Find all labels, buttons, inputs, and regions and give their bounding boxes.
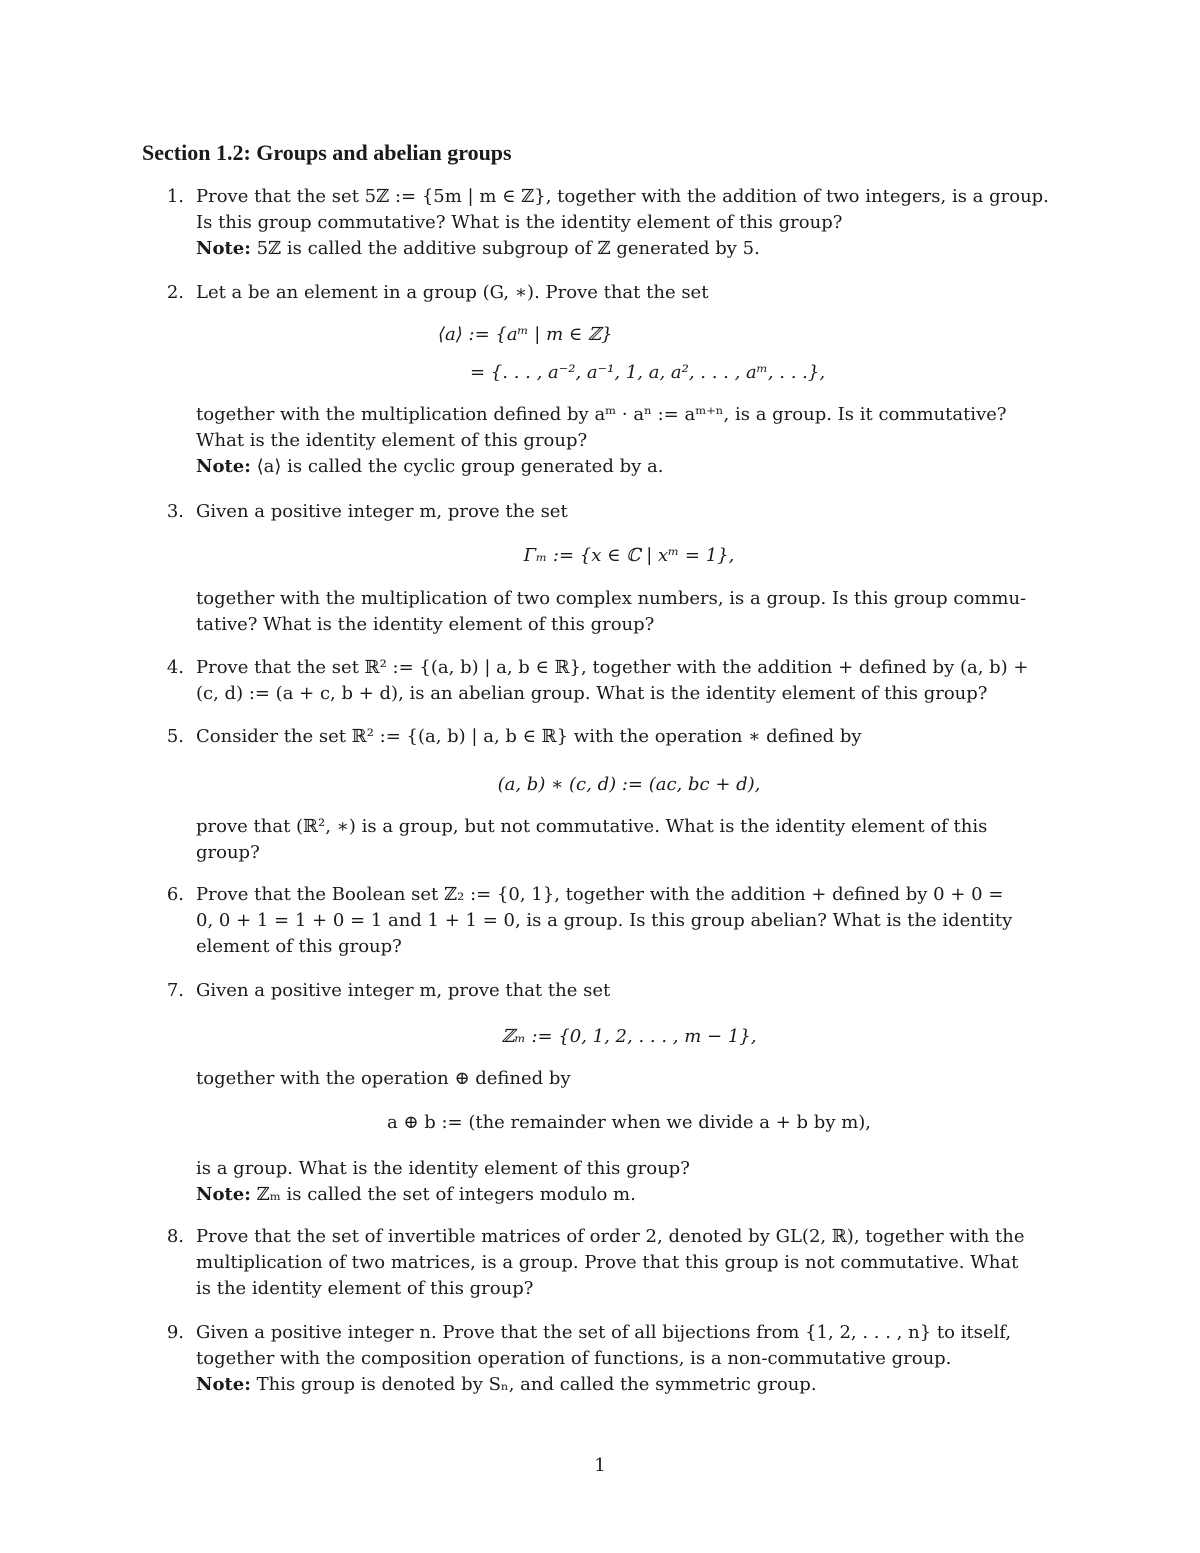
- item-body-continued: [196, 586, 1062, 638]
- text-line: Let a be an element in a group (G, ∗). Prove that the set: [196, 282, 709, 303]
- text-line: Prove that the set ℝ² := {(a, b) | a, b ∈ ℝ}, together with the addition + defined by (a, b) +: [196, 657, 1029, 678]
- page-number: 1: [594, 1455, 606, 1476]
- text-line: is a group. What is the identity element of this group?: [196, 1158, 690, 1179]
- text-line: Given a positive integer m, prove the set: [196, 501, 568, 522]
- item-body-continued: [196, 1156, 1062, 1208]
- item-body-continued: [196, 814, 1062, 866]
- note-line: [196, 1182, 1062, 1208]
- text-line: Consider the set ℝ² := {(a, b) | a, b ∈ ℝ} with the operation ∗ defined by: [196, 726, 862, 747]
- text-line: is the identity element of this group?: [196, 1278, 534, 1299]
- text-line: (c, d) := (a + c, b + d), is an abelian group. What is the identity element of this group?: [196, 683, 988, 704]
- text-line: 0, 0 + 1 = 1 + 0 = 1 and 1 + 1 = 0, is a group. Is this group abelian? What is the identity: [196, 910, 1013, 931]
- note-label: Note:: [196, 1374, 251, 1395]
- item-number: 4.: [166, 657, 184, 678]
- text-line: What is the identity element of this group?: [196, 430, 588, 451]
- item-body: [196, 882, 1062, 960]
- note-line: [196, 1372, 1062, 1398]
- item-body: [196, 184, 1062, 262]
- section-title: Section 1.2: Groups and abelian groups: [142, 140, 512, 165]
- item-body: [196, 655, 1062, 707]
- item-body: [196, 1320, 1062, 1398]
- text-line: tative? What is the identity element of this group?: [196, 614, 655, 635]
- item-number: 6.: [166, 884, 184, 905]
- note-line: [196, 454, 1062, 480]
- note-label: Note:: [196, 456, 251, 477]
- text-line: Prove that the set 5ℤ := {5m | m ∈ ℤ}, together with the addition of two integers, is a group.: [196, 186, 1049, 207]
- text-line: prove that (ℝ², ∗) is a group, but not commutative. What is the identity element of this: [196, 816, 988, 837]
- item-body: [196, 1224, 1062, 1302]
- item-number: 9.: [166, 1322, 184, 1343]
- display-equation: = {. . . , a⁻², a⁻¹, 1, a, a², . . . , aᵐ, . . .},: [470, 362, 826, 383]
- display-equation: ⟨a⟩ := {aᵐ | m ∈ ℤ}: [438, 324, 613, 345]
- text-line: Given a positive integer n. Prove that the set of all bijections from {1, 2, . . . , n} to itself,: [196, 1322, 1012, 1343]
- note-label: Note:: [196, 238, 251, 259]
- item-body-continued: [196, 402, 1062, 480]
- text-line: Prove that the set of invertible matrices of order 2, denoted by GL(2, ℝ), together with the: [196, 1226, 1025, 1247]
- note-text: ⟨a⟩ is called the cyclic group generated by a.: [256, 456, 664, 477]
- display-equation: Γₘ := {x ∈ ℂ | xᵐ = 1},: [523, 545, 735, 566]
- text-line: Prove that the Boolean set ℤ₂ := {0, 1}, together with the addition + defined by 0 + 0 =: [196, 884, 1004, 905]
- note-line: [196, 236, 1062, 262]
- item-body: [196, 978, 1062, 1004]
- note-text: ℤₘ is called the set of integers modulo m.: [256, 1184, 636, 1205]
- item-number: 1.: [166, 186, 184, 207]
- note-text: This group is denoted by Sₙ, and called the symmetric group.: [256, 1374, 817, 1395]
- text-line: together with the multiplication defined by aᵐ · aⁿ := aᵐ⁺ⁿ, is a group. Is it commutative?: [196, 404, 1007, 425]
- item-number: 2.: [166, 282, 184, 303]
- item-body: [196, 724, 1062, 750]
- text-line: together with the operation ⊕ defined by: [196, 1068, 571, 1089]
- display-equation: (a, b) ∗ (c, d) := (ac, bc + d),: [497, 774, 761, 795]
- item-number: 3.: [166, 501, 184, 522]
- text-line: Is this group commutative? What is the identity element of this group?: [196, 212, 843, 233]
- text-line: element of this group?: [196, 936, 402, 957]
- display-equation: ℤₘ := {0, 1, 2, . . . , m − 1},: [501, 1026, 757, 1047]
- item-body: [196, 280, 1062, 306]
- note-text: 5ℤ is called the additive subgroup of ℤ generated by 5.: [256, 238, 760, 259]
- item-body: [196, 499, 1062, 525]
- text-line: together with the multiplication of two complex numbers, is a group. Is this group commu-: [196, 588, 1027, 609]
- note-label: Note:: [196, 1184, 251, 1205]
- item-body-mid: [196, 1066, 1062, 1092]
- item-number: 8.: [166, 1226, 184, 1247]
- text-line: together with the composition operation of functions, is a non-commutative group.: [196, 1348, 952, 1369]
- item-number: 7.: [166, 980, 184, 1001]
- text-line: multiplication of two matrices, is a group. Prove that this group is not commutative. What: [196, 1252, 1019, 1273]
- display-equation: a ⊕ b := (the remainder when we divide a + b by m),: [386, 1112, 872, 1133]
- item-number: 5.: [166, 726, 184, 747]
- text-line: group?: [196, 842, 260, 863]
- text-line: Given a positive integer m, prove that the set: [196, 980, 611, 1001]
